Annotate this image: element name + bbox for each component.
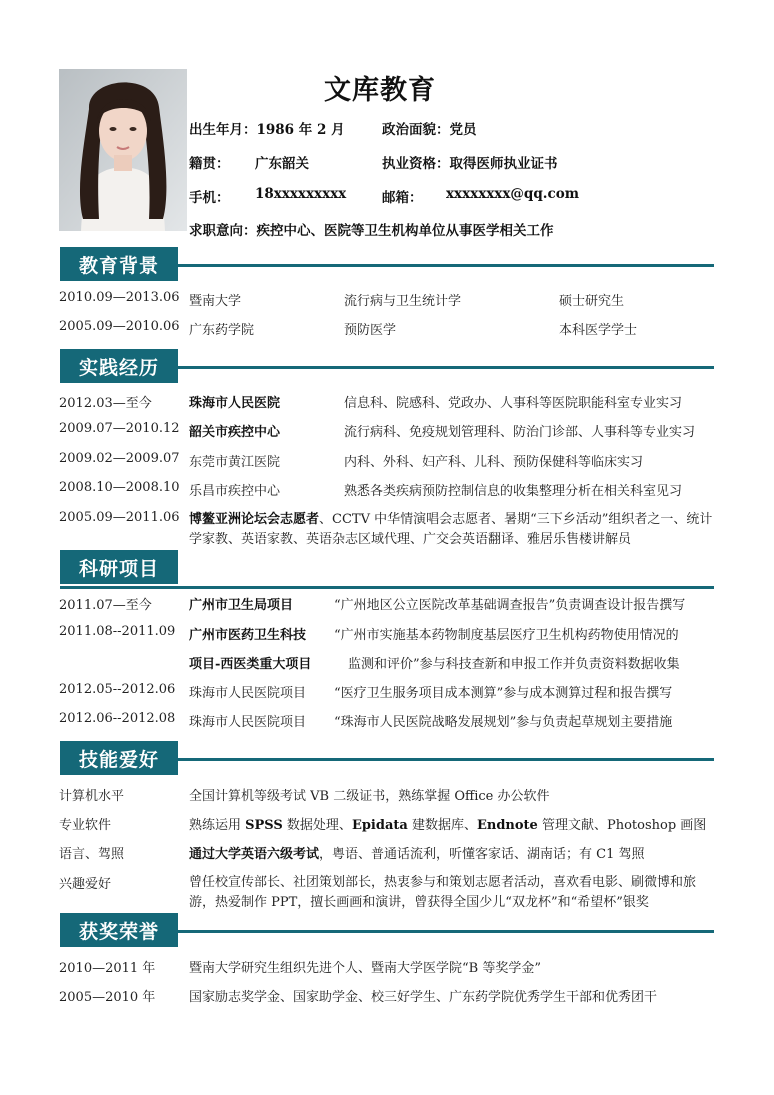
research-period: 2011.07—至今 xyxy=(59,598,152,613)
skill-label: 兴趣爱好 xyxy=(59,877,112,892)
political-status: 政治面貌：党员 xyxy=(382,122,477,138)
skill-label: 专业软件 xyxy=(59,818,112,833)
section-divider xyxy=(60,586,714,589)
practice-desc: 信息科、院感科、党政办、人事科等医院职能科室专业实习 xyxy=(344,396,683,411)
award-period: 2010—2011 年 xyxy=(59,961,156,976)
job-objective: 求职意向：疾控中心、医院等卫生机构单位从事医学相关工作 xyxy=(189,223,554,239)
research-desc: “医疗卫生服务项目成本测算”参与成本测算过程和报告撰写 xyxy=(334,686,673,701)
skill-text: 全国计算机等级考试 VB 二级证书，熟练掌握 Office 办公软件 xyxy=(189,789,550,804)
research-period: 2011.08--2011.09 xyxy=(59,624,176,639)
practice-desc: 熟悉各类疾病预防控制信息的收集整理分析在相关科室见习 xyxy=(344,484,683,499)
skill-label: 语言、驾照 xyxy=(59,847,125,862)
edu-degree: 本科医学学士 xyxy=(559,323,638,338)
research-org: 项目-西医类重大项目 xyxy=(189,657,312,672)
practice-desc: 流行病科、免疫规划管理科、防治门诊部、人事科等专业实习 xyxy=(344,425,696,440)
email-label: 邮箱： xyxy=(382,190,423,206)
email-value: xxxxxxxx@qq.com xyxy=(446,186,579,202)
practice-period: 2005.09—2011.06 xyxy=(59,510,180,525)
practice-period: 2009.02—2009.07 xyxy=(59,451,180,466)
practice-org: 东莞市黄江医院 xyxy=(189,455,281,470)
native-value: 广东韶关 xyxy=(255,156,309,172)
practice-org: 博鳌亚洲论坛会志愿者 xyxy=(189,512,320,527)
native-label: 籍贯： xyxy=(189,156,230,172)
edu-period: 2005.09—2010.06 xyxy=(59,319,180,334)
research-period: 2012.05--2012.06 xyxy=(59,682,176,697)
skill-language: 通过大学英语六级考试，粤语、普通话流利，听懂客家话、湖南话；有 C1 驾照 xyxy=(189,847,645,862)
research-period: 2012.06--2012.08 xyxy=(59,711,176,726)
practice-org: 韶关市疾控中心 xyxy=(189,425,281,440)
license: 执业资格：取得医师执业证书 xyxy=(382,156,558,172)
portrait-image xyxy=(59,69,187,231)
practice-desc: 内科、外科、妇产科、儿科、预防保健科等临床实习 xyxy=(344,455,644,470)
phone-label: 手机： xyxy=(189,190,230,206)
edu-period: 2010.09—2013.06 xyxy=(59,290,180,305)
practice-period: 2009.07—2010.12 xyxy=(59,421,180,436)
practice-period: 2012.03—至今 xyxy=(59,396,152,411)
research-org: 广州市医药卫生科技 xyxy=(189,628,307,643)
section-research-title: 科研项目 xyxy=(60,550,178,584)
phone-value: 18xxxxxxxxx xyxy=(255,186,347,202)
research-org: 广州市卫生局项目 xyxy=(189,598,294,613)
section-education-title: 教育背景 xyxy=(60,247,178,281)
edu-major: 预防医学 xyxy=(344,323,397,338)
edu-degree: 硕士研究生 xyxy=(559,294,625,309)
profile-photo xyxy=(59,69,187,231)
birth-date: 出生年月：1986 年 2 月 xyxy=(189,122,345,138)
award-period: 2005—2010 年 xyxy=(59,990,156,1005)
research-desc: “珠海市人民医院战略发展规划”参与负责起草规划主要措施 xyxy=(334,715,673,730)
practice-desc: 、CCTV 中华情演唱会志愿者、暑期“三下乡活动”组织者之一、统计学家教、英语家教、英语杂志区域代理、广交会英语翻译、雅居乐售楼讲解员 xyxy=(189,512,713,547)
skill-software: 熟练运用 SPSS 数据处理、Epidata 建数据库、Endnote 管理文献、Photoshop 画图 xyxy=(189,818,707,833)
research-desc: “广州市实施基本药物制度基层医疗卫生机构药物使用情况的 xyxy=(334,628,679,643)
edu-school: 广东药学院 xyxy=(189,323,255,338)
award-text: 暨南大学研究生组织先进个人、暨南大学医学院“B 等奖学金” xyxy=(189,961,541,976)
section-practice-title: 实践经历 xyxy=(60,349,178,383)
research-desc: 监测和评价”参与科技查新和申报工作并负责资料数据收集 xyxy=(348,657,680,672)
practice-period: 2008.10—2008.10 xyxy=(59,480,180,495)
section-skills-title: 技能爱好 xyxy=(60,741,178,775)
edu-school: 暨南大学 xyxy=(189,294,242,309)
practice-org: 珠海市人民医院 xyxy=(189,396,281,411)
research-org: 珠海市人民医院项目 xyxy=(189,715,307,730)
research-org: 珠海市人民医院项目 xyxy=(189,686,307,701)
award-text: 国家励志奖学金、国家助学金、校三好学生、广东药学院优秀学生干部和优秀团干 xyxy=(189,990,658,1005)
section-awards-title: 获奖荣誉 xyxy=(60,913,178,947)
research-desc: “广州地区公立医院改革基础调查报告”负责调查设计报告撰写 xyxy=(334,598,686,613)
practice-org: 乐昌市疾控中心 xyxy=(189,484,281,499)
practice-volunteer-block xyxy=(189,510,717,550)
skill-label: 计算机水平 xyxy=(59,789,125,804)
skill-hobby: 曾任校宣传部长、社团策划部长，热衷参与和策划志愿者活动，喜欢看电影、刷微博和旅游，热爱制作 PPT，擅长画画和演讲，曾获得全国少儿“双龙杯”和“希望杯”银奖 xyxy=(189,875,697,910)
edu-major: 流行病与卫生统计学 xyxy=(344,294,462,309)
resume-title: 文库教育 xyxy=(324,75,436,106)
